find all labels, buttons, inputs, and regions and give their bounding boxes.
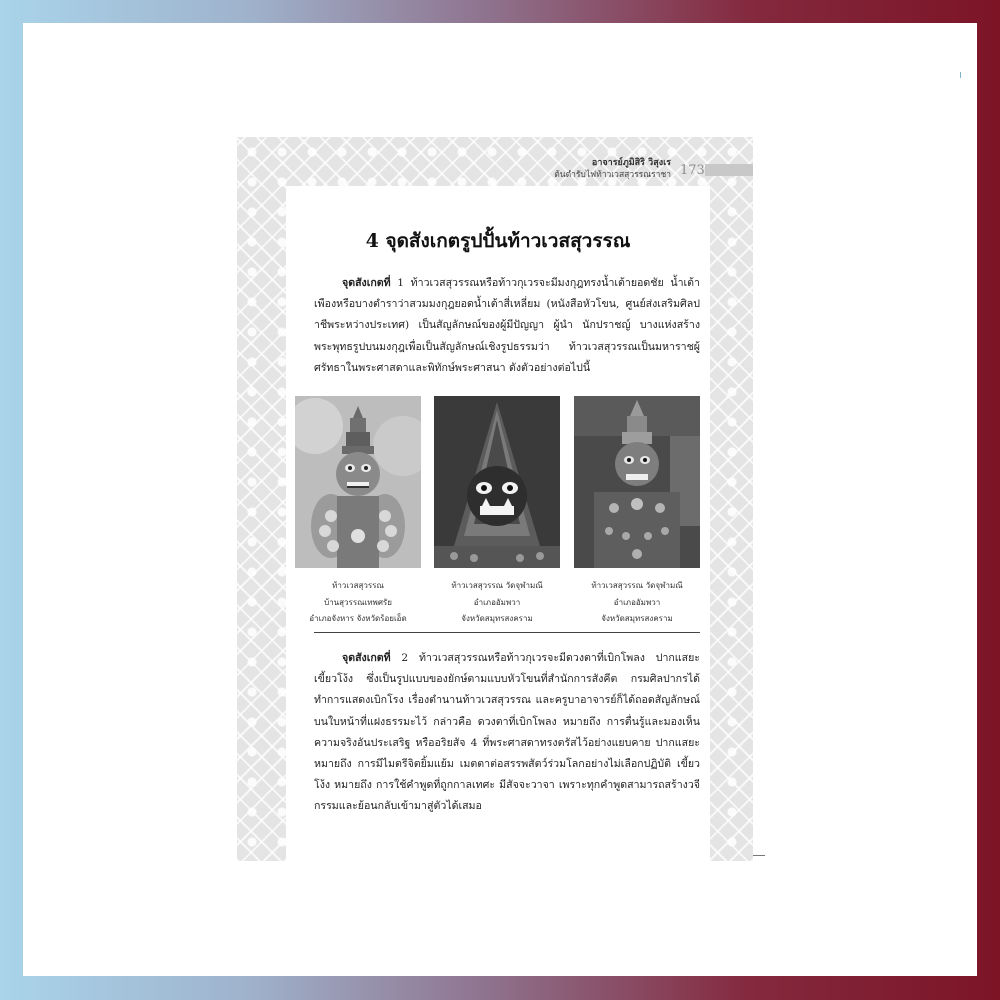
paragraph-2 [314,648,700,818]
caption-line: ท้าวเวสสุวรรณ [332,581,384,590]
statue-photo-2 [434,396,560,568]
caption-line: จังหวัดสมุทรสงคราม [461,614,533,623]
caption-line: อำเภออัมพวา [613,597,661,607]
paragraph-2-lead: จุดสังเกตที่ [342,652,391,664]
statue-photo-3-image [574,396,700,568]
section-divider [314,632,700,633]
paragraph-2-body: 2 ท้าวเวสสุวรรณหรือท้าวกุเวรจะมีดวงตาที่เบิกโพลง ปากแสยะ เขี้ยวโง้ง ซึ่งเป็นรูปแบบของยักษ์ตามแบบหัวโขนที่สำนักการสังคีต กรมศิลปากรได้ทำการแสดงเบิกโรง เรื่องตำนานท้าวเวสสุวรรณ และครูบาอาจารย์ก็ได้ถอดสัญลักษณ์บนใบหน้าที่แฝงธรรมะไว้ กล่าวคือ ดวงตาที่เบิกโพลง หมายถึง การตื่นรู้และมองเห็นความจริงอันประเสริฐ หรืออริยสัจ 4 ที่พระศาสดาทรงตรัสไว้อย่างแยบคาย ปากแสยะ หมายถึง การมีไมตรีจิตยิ้มแย้ม เมตตาต่อสรรพสัตว์ร่วมโลกอย่างไม่เลือกปฏิบัติ เขี้ยวโง้ง หมายถึง การใช้คำพูดที่ถูกกาลเทศะ มีสัจจะวาจา เพราะทุกคำพูดสามารถสร้างวจีกรรมและย้อนกลับเข้ามาสู่ตัวได้เสมอ [314,652,700,813]
header-author: อาจารย์ภูมิสิริ วิสุงเร [591,158,671,168]
statue-photo-1-image [295,396,421,568]
statue-photo-2-image [434,396,560,568]
photo-2-caption [427,578,567,628]
paragraph-1-lead: จุดสังเกตที่ [342,277,391,289]
paragraph-1-body: 1 ท้าวเวสสุวรรณหรือท้าวกุเวรจะมีมงกุฎทรงน้ำเต้ายอดชัย น้ำเต้าเพืองหรือบางตำราว่าสวมมงกุฎยอดน้ำเต้าสี่เหลี่ยม (หนังสือหัวโขน, ศูนย์ส่งเสริมศิลปาชีพระหว่างประเทศ) เป็นสัญลักษณ์ของผู้มีปัญญา ผู้นำ นักปราชญ์ บางแห่งสร้างพระพุทธรูปบนมงกุฎเพื่อเป็นสัญลักษณ์เชิงรูปธรรมว่า ท้าวเวสสุวรรณเป็นมหาราชผู้ศรัทธาในพระศาสดาและพิทักษ์พระศาสนา ดังตัวอย่างต่อไปนี้ [314,277,700,374]
caption-line: ท้าวเวสสุวรรณ วัดจุฬามณี [591,581,683,590]
page-edge-mark [753,855,765,856]
caption-line: จังหวัดสมุทรสงคราม [601,614,673,623]
photo-1-caption [288,578,428,628]
caption-line: ท้าวเวสสุวรรณ วัดจุฬามณี [451,581,543,590]
page-number: 173 [680,163,705,178]
page-content [286,186,710,861]
paragraph-1 [314,273,700,379]
caption-line: บ้านสุวรรณเทพศรัย [324,597,392,607]
caption-line: อำเภอจังหาร จังหวัดร้อยเอ็ด [309,614,407,623]
caption-line: อำเภออัมพวา [473,597,521,607]
header-title: ต้นตำรับไฟท้าวเวสสุวรรณราชา [554,170,671,180]
statue-photo-3 [574,396,700,568]
book-page [237,137,753,861]
photo-3-caption [567,578,707,628]
header-bar [705,164,753,176]
article-title: 4 จุดสังเกตรูปปั้นท้าวเวสสุวรรณ [365,230,631,252]
statue-photo-1 [295,396,421,568]
frame-tick-mark [960,72,961,78]
